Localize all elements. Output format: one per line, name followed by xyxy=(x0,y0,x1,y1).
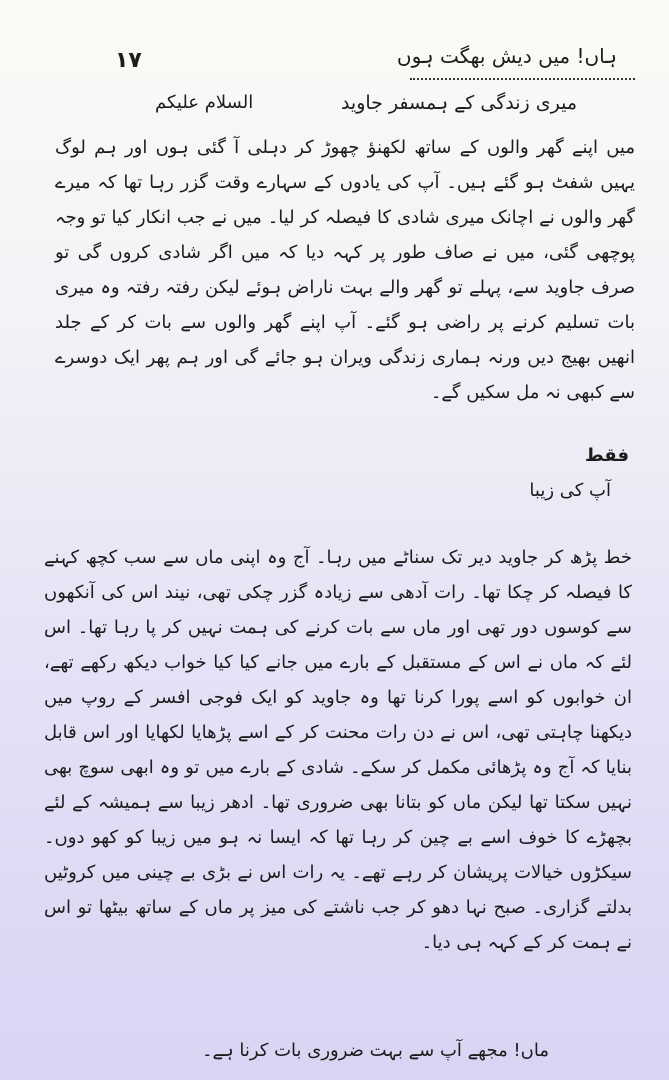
letter-body xyxy=(55,130,635,410)
dialogue-line: ماں! مجھے آپ سے بہت ضروری بات کرنا ہے۔ xyxy=(201,1040,549,1061)
letter-greeting: السلام علیکم xyxy=(155,92,254,113)
letter-paragraph: میں اپنے گھر والوں کے ساتھ لکھنؤ چھوڑ کر دہلی آ گئی ہوں اور ہم لوگ یہیں شفٹ ہو گئے ہیں۔ آپ کی یادوں کے سہارے وقت گزر رہا تھا کہ میرے گھر والوں نے اچانک میری شادی کا فیصلہ کر لیا۔ میں نے جب انکار کیا تو وجہ پوچھی گئی، میں نے صاف طور پر کہہ دیا کہ میں اگر شادی کروں گی تو صرف جاوید سے، پہلے تو گھر والے بہت ناراض ہوئے لیکن رفتہ رفتہ وہ میری بات تسلیم کرنے پر راضی ہو گئے۔ آپ اپنے گھر والوں سے بات کر کے جلد انھیں بھیج دیں ورنہ ہماری زندگی ویران ہو جائے گی اور ہم پھر ایک دوسرے سے کبھی نہ مل سکیں گے۔ xyxy=(55,137,635,403)
letter-salutation xyxy=(0,92,669,122)
letter-signature: آپ کی زیبا xyxy=(529,480,611,501)
letter-address: میری زندگی کے ہمسفر جاوید xyxy=(340,92,577,114)
header-divider xyxy=(410,78,635,80)
running-title: ہاں! میں دیش بھگت ہوں xyxy=(396,44,617,68)
page-number: ١٧ xyxy=(115,48,142,73)
letter-sign-off: فقط xyxy=(584,445,629,466)
page-header xyxy=(0,42,669,82)
narrative-body xyxy=(44,522,632,978)
narrative-paragraph: خط پڑھ کر جاوید دیر تک سناٹے میں رہا۔ آج وہ اپنی ماں سے سب کچھ کہنے کا فیصلہ کر چکا تھا۔ رات آدھی سے زیادہ گزر چکی تھی، نیند اس کی آنکھوں سے کوسوں دور تھی اور ماں سے بات کرنے کی ہمت نہیں کر پا رہا تھا۔ اس لئے کہ ماں نے اس کے مستقبل کے بارے میں جانے کیا کیا خواب دیکھ رکھے تھے، ان خوابوں کو اسے پورا کرنا تھا وہ جاوید کو ایک فوجی افسر کے روپ میں دیکھنا چاہتی تھی، اس نے دن رات محنت کر کے اسے پڑھایا لکھایا اور اس قابل بنایا کہ آج وہ پڑھائی مکمل کر سکے۔ شادی کے بارے میں تو وہ ابھی سوچ بھی نہیں سکتا تھا لیکن ماں کو بتانا بھی ضروری تھا۔ ادھر زیبا سے ہمیشہ کے لئے بچھڑے کا خوف اسے بے چین کر رہا تھا کہ ایسا نہ ہو میں زیبا کو کھو دوں۔ سیکڑوں خیالات پریشان کر رہے تھے۔ یہ رات اس نے بڑی بے چینی میں کروٹیں بدلتے گزاری۔ صبح نہا دھو کر جب ناشتے کی میز پر ماں کے ساتھ بیٹھا تو اس نے ہمت کر کے کہہ ہی دیا۔ xyxy=(44,547,632,953)
